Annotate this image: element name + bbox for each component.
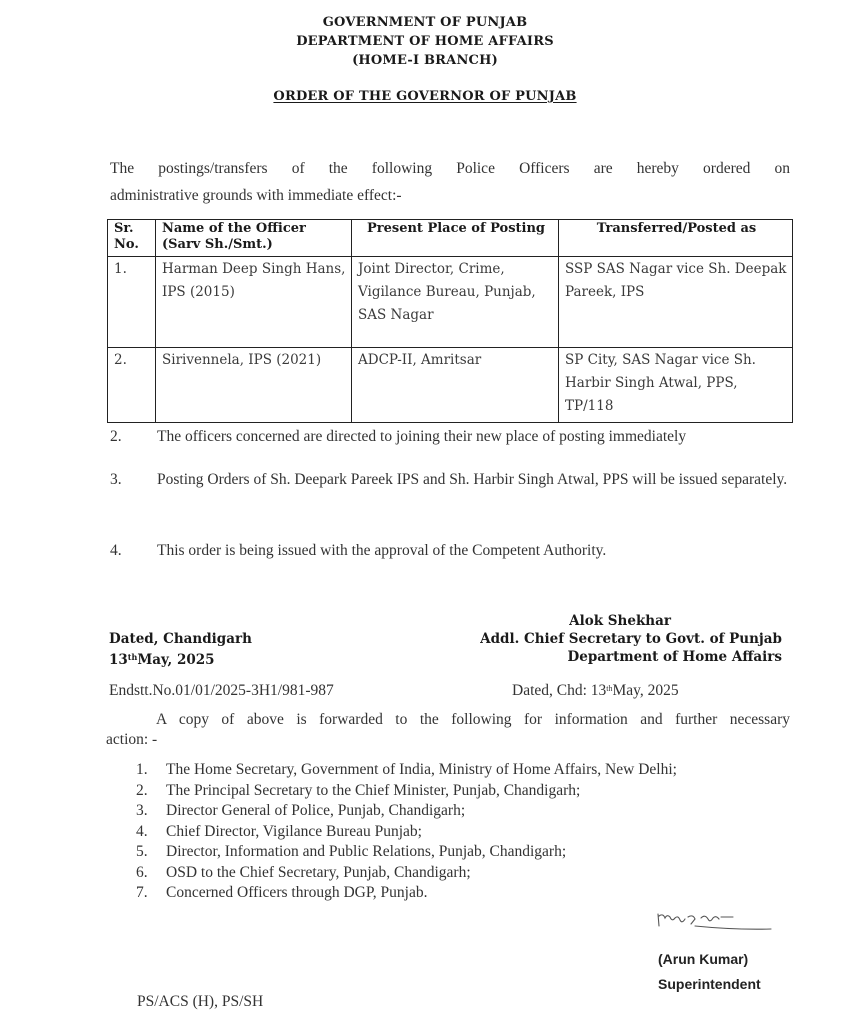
- header-government: GOVERNMENT OF PUNJAB: [322, 15, 528, 30]
- dated-suffix: th: [127, 652, 138, 662]
- list-item: [136, 760, 677, 781]
- handwritten-signature-icon: [655, 908, 775, 938]
- order-title: [0, 89, 850, 104]
- superintendent-designation: Superintendent: [658, 976, 761, 992]
- cell-transferred-as: SP City, SAS Nagar vice Sh. Harbir Singh Atwal, PPS, TP/118: [559, 348, 793, 423]
- cell-officer-name: Harman Deep Singh Hans, IPS (2015): [156, 257, 352, 348]
- endorsement-date-rest: May, 2025: [612, 682, 679, 699]
- paragraph-text: Posting Orders of Sh. Deepark Pareek IPS and Sh. Harbir Singh Atwal, PPS will be issued separately.: [157, 471, 788, 488]
- list-item: [136, 822, 677, 843]
- paragraph-4: [110, 537, 790, 564]
- signatory-department: Department of Home Affairs: [567, 649, 782, 665]
- list-number: 6.: [136, 863, 148, 881]
- dated-month-year: May, 2025: [137, 652, 215, 668]
- list-text: The Principal Secretary to the Chief Minister, Punjab, Chandigarh;: [166, 781, 581, 799]
- col-header-officer-name: Name of the Officer (Sarv Sh./Smt.): [156, 220, 352, 257]
- list-item: [136, 801, 677, 822]
- paragraph-3: [110, 466, 790, 493]
- list-item: [136, 863, 677, 884]
- dated-place: Dated, Chandigarh: [109, 631, 252, 647]
- cell-officer-name: Sirivennela, IPS (2021): [156, 348, 352, 423]
- list-text: Director, Information and Public Relations, Punjab, Chandigarh;: [166, 843, 567, 860]
- copy-line-2: action: -: [106, 731, 158, 748]
- list-text: Director General of Police, Punjab, Chandigarh;: [166, 802, 466, 819]
- list-text: OSD to the Chief Secretary, Punjab, Chandigarh;: [166, 863, 471, 881]
- superintendent-block: [658, 947, 761, 997]
- dated-date: [109, 648, 252, 669]
- paragraph-text: This order is being issued with the approval of the Competent Authority.: [157, 542, 607, 559]
- list-item: [136, 842, 677, 863]
- copy-line-1: A copy of above is forwarded to the following for information and further necessary: [156, 711, 790, 728]
- intro-paragraph: [110, 155, 790, 209]
- paragraph-number: 2.: [110, 428, 122, 445]
- list-number: 1.: [136, 761, 148, 778]
- table-row: [108, 348, 793, 423]
- list-number: 5.: [136, 843, 148, 860]
- copy-forwarded-paragraph: [106, 710, 790, 750]
- list-text: Chief Director, Vigilance Bureau Punjab;: [166, 822, 422, 840]
- cell-sr: 1.: [108, 257, 156, 348]
- endorsement-date-suffix: th: [606, 684, 613, 693]
- paragraph-number: 3.: [110, 471, 122, 488]
- col-header-sr-no: Sr. No.: [108, 220, 156, 257]
- dated-block: [109, 630, 252, 669]
- signatory-block: [480, 612, 782, 666]
- intro-line-1: The postings/transfers of the following Police Officers are hereby ordered on: [110, 160, 790, 177]
- order-title-text: ORDER OF THE GOVERNOR OF PUNJAB: [273, 89, 577, 104]
- list-number: 2.: [136, 781, 148, 799]
- intro-line-2: administrative grounds with immediate effect:-: [110, 187, 402, 204]
- list-text: The Home Secretary, Government of India, Ministry of Home Affairs, New Delhi;: [166, 761, 677, 778]
- list-number: 4.: [136, 822, 148, 840]
- list-number: 3.: [136, 802, 148, 819]
- cell-sr: 2.: [108, 348, 156, 423]
- recipient-list: [136, 760, 677, 904]
- list-number: 7.: [136, 884, 148, 901]
- signatory-designation: Addl. Chief Secretary to Govt. of Punjab: [480, 631, 782, 647]
- col-header-transferred-as: Transferred/Posted as: [559, 220, 793, 257]
- superintendent-name: (Arun Kumar): [658, 951, 749, 967]
- dated-day: 13: [109, 652, 128, 668]
- cell-present-posting: ADCP-II, Amritsar: [352, 348, 559, 423]
- signatory-name: Alok Shekhar: [569, 613, 671, 629]
- header-branch: (HOME-I BRANCH): [352, 53, 498, 68]
- paragraph-2: [110, 423, 790, 450]
- list-item: [136, 781, 677, 802]
- endorsement-date: [512, 682, 679, 700]
- paragraph-number: 4.: [110, 542, 122, 559]
- footer-cc: PS/ACS (H), PS/SH: [137, 993, 264, 1010]
- paragraph-text: The officers concerned are directed to joining their new place of posting immediately: [157, 428, 687, 445]
- endorsement-number: Endstt.No.01/01/2025-3H1/981-987: [109, 682, 334, 699]
- cell-transferred-as: SSP SAS Nagar vice Sh. Deepak Pareek, IPS: [559, 257, 793, 348]
- list-item: [136, 883, 677, 904]
- table-row: [108, 257, 793, 348]
- endorsement-date-prefix: Dated, Chd: 13: [512, 682, 607, 699]
- cell-present-posting: Joint Director, Crime, Vigilance Bureau, Punjab, SAS Nagar: [352, 257, 559, 348]
- transfer-table: [107, 219, 793, 423]
- col-header-present-posting: Present Place of Posting: [352, 220, 559, 257]
- table-header-row: [108, 220, 793, 257]
- header-department: DEPARTMENT OF HOME AFFAIRS: [296, 34, 554, 49]
- list-text: Concerned Officers through DGP, Punjab.: [166, 884, 428, 901]
